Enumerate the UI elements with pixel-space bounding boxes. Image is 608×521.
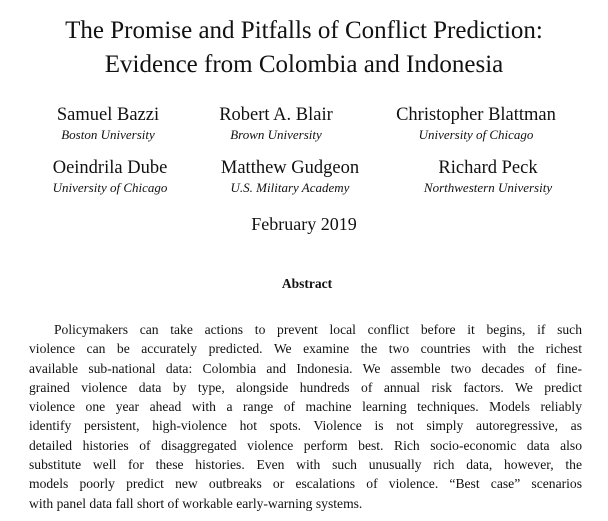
author-name: Christopher Blattman <box>396 105 556 125</box>
author-name: Oeindrila Dube <box>52 158 168 178</box>
abstract-line: substitute well for these histories. Even with such unusually rich data, however, the <box>29 457 582 473</box>
abstract-line: grained violence data by type, alongside hundreds of annual risk factors. We predict <box>29 379 582 395</box>
abstract-text <box>29 320 582 513</box>
author-5 <box>206 157 374 197</box>
author-name: Richard Peck <box>438 158 538 178</box>
abstract-line: violence can be accurately predicted. We examine the two countries with the richest <box>29 341 582 357</box>
publication-date: February 2019 <box>251 214 357 234</box>
author-affiliation: Boston University <box>61 127 155 142</box>
author-name: Samuel Bazzi <box>56 105 160 125</box>
author-name: Robert A. Blair <box>219 105 333 125</box>
author-1 <box>30 104 186 144</box>
title-line-2: Evidence from Colombia and Indonesia <box>104 51 504 78</box>
author-affiliation: University of Chicago <box>418 127 534 142</box>
author-6 <box>398 157 578 197</box>
author-3 <box>376 104 576 144</box>
author-affiliation: Brown University <box>230 127 322 142</box>
author-2 <box>196 104 356 144</box>
author-4 <box>30 157 190 197</box>
abstract-line: detailed histories of disaggregated violence perform best. Rich socio-economic data also <box>29 437 582 453</box>
author-affiliation: U.S. Military Academy <box>230 180 350 195</box>
abstract-line: violence one year ahead with a range of machine learning techniques. Models reliably <box>29 399 582 415</box>
abstract-line: available sub-national data: Colombia and Indonesia. We assemble two decades of fine- <box>29 360 582 376</box>
title-line-1: The Promise and Pitfalls of Conflict Prediction: <box>65 17 543 44</box>
abstract-line: Policymakers can take actions to prevent local conflict before it begins, if such <box>54 322 582 337</box>
author-affiliation: Northwestern University <box>423 180 553 195</box>
abstract-line: identify persistent, high-violence hot spots. Violence is not simply autoregressive, as <box>29 418 582 434</box>
abstract-line: with panel data fall short of workable early-warning systems. <box>29 495 363 511</box>
abstract-line: models poorly predict new outbreaks or escalations of violence. “Best case” scenarios <box>29 476 582 492</box>
paper-title <box>0 14 608 82</box>
author-name: Matthew Gudgeon <box>220 158 360 178</box>
abstract-heading: Abstract <box>281 276 333 291</box>
author-affiliation: University of Chicago <box>52 180 168 195</box>
